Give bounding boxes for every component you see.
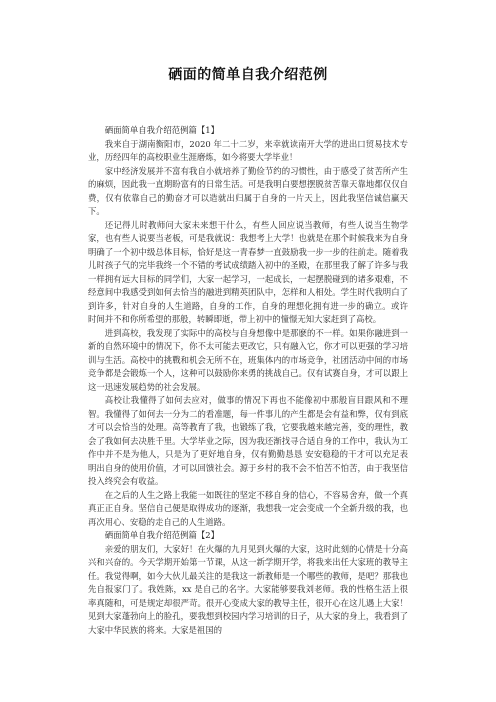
paragraph: 亲爱的朋友们，大家好！在火爆的九月见到火爆的大家，这时此刻的心情是十分高兴和兴奋的。今天学期开始第一节课，从这一新学期开学，将我来出任大家班的教导主任。我觉得啊，如今大伙儿最关注的是我这一新教师是一个哪些的教师，是吧？那我也先自报家门了。我姓陈，xx 是自己的名字。大家能够要我刘老师。我的性格生活上很率真随和，可是规定却很严苛。很开心变成大家的教导主任，很开心在这儿遇上大家！见到大家蓬勃向上的脸孔，要我想到校园内学习培训的日子，从大家的身上，我看到了大家中华民族的将来。大家是祖国的	[88, 543, 408, 635]
document-title: 硒面的简单自我介绍范例	[168, 67, 328, 83]
paragraph: 进到高校，我发现了实际中的高校与自身想像中是那麽的不一样。如果你融进到一新的自然环境中的情况下，你不太可能去更改它，只有融入它，你才可以更强的学习培训与生活。高校中的挑戰和机会无所不在，班集体内的市场竞争，社团活动中间的市场竞争都是会锻炼一个人，这种可以鼓励你来勇的挑战自己。仅有试赛自身，才可以跟上这一迅速发展趋势的社会发展。	[88, 327, 408, 392]
section-heading: 硒面简单自我介绍范例篇【2】	[104, 530, 219, 540]
paragraph: 高校让我懂得了如何去应对，做事的情况下再也不能像初中那般盲目跟风和不理智。我懂得了如何去一分为二的看准题，每一件事儿的产生都是会有益和弊，仅有到底才可以会恰当的处理。高等教育了我，也锻练了我，它要我越来越完善，变的理性，教会了我如何去决胜千里。大学毕业之际，因为我还渐找寻合适自身的工作中，我认为工作中并不是为他人，只是为了更好地自身，仅有勤勤恳恳 安安稳稳的干才可以充足表明出自身的使用价值，才可以回馈社会。源于乡村的我不会不怕苦不怕苦，由于我坚信投入终究会有收益。	[88, 395, 408, 486]
paragraph: 家中经济发展并不富有我自小就培养了勤俭节约的习惯性，由于感受了贫苦所产生的麻烦，因此我一直期盼富有的日常生活。可是我明白要想摆脱贫苦靠天靠地都仅仅自费，仅有依靠自己的勤奋才可以造就出归属于自身的一片天上，因此我坚信诚信赢天下。	[88, 165, 408, 216]
section-heading: 硒面简单自我介绍范例篇【1】	[104, 125, 219, 135]
paragraph: 我来自于湖南衡阳市，2020 年二十二岁，来幸就读南开大学的进出口贸易技术专业，历经四年的高校职业生涯磨炼，如今将要大学毕业！	[88, 138, 408, 162]
paragraph: 在之后的人生之路上我能一如既往的坚定不移自身的信心，不容易舍弃，做一个真真正正自身。坚信自己便是取得成功的逐渐，我想我一定会变成一个全新升级的我，也再次用心、安稳的走自己的人生道路。	[88, 489, 408, 527]
paragraph: 还记得儿时教师问大家未来想干什么，有些人回应说当教师，有些人说当生物学家，也有些人说要当老板，可是我就说：我想考上大学！也就是在那个时候我来为自身明确了一个初中级总体目标，恰好是这一青春梦一直鼓励我一步一步的往前走。随着我儿时孩子气的完毕我终一个不错的考试成绩踏入初中的圣殿，在那里我了解了许多与我一样拥有远大目标的同学们，大家一起学习，一起成长，一起摆脱碰到的诸多艰难，不经意间中我感受到如何去恰当的融进到精英团队中，怎样和人相处。学生时代我明白了到许多，针对自身的人生道路，自身的工作，自身的理想化拥有进一步的确立。或许 时间并不和你所希望的那般，转瞬即逝，带上初中的憧憬无知大家赶到了高校。	[88, 219, 408, 324]
document-body	[88, 124, 408, 637]
